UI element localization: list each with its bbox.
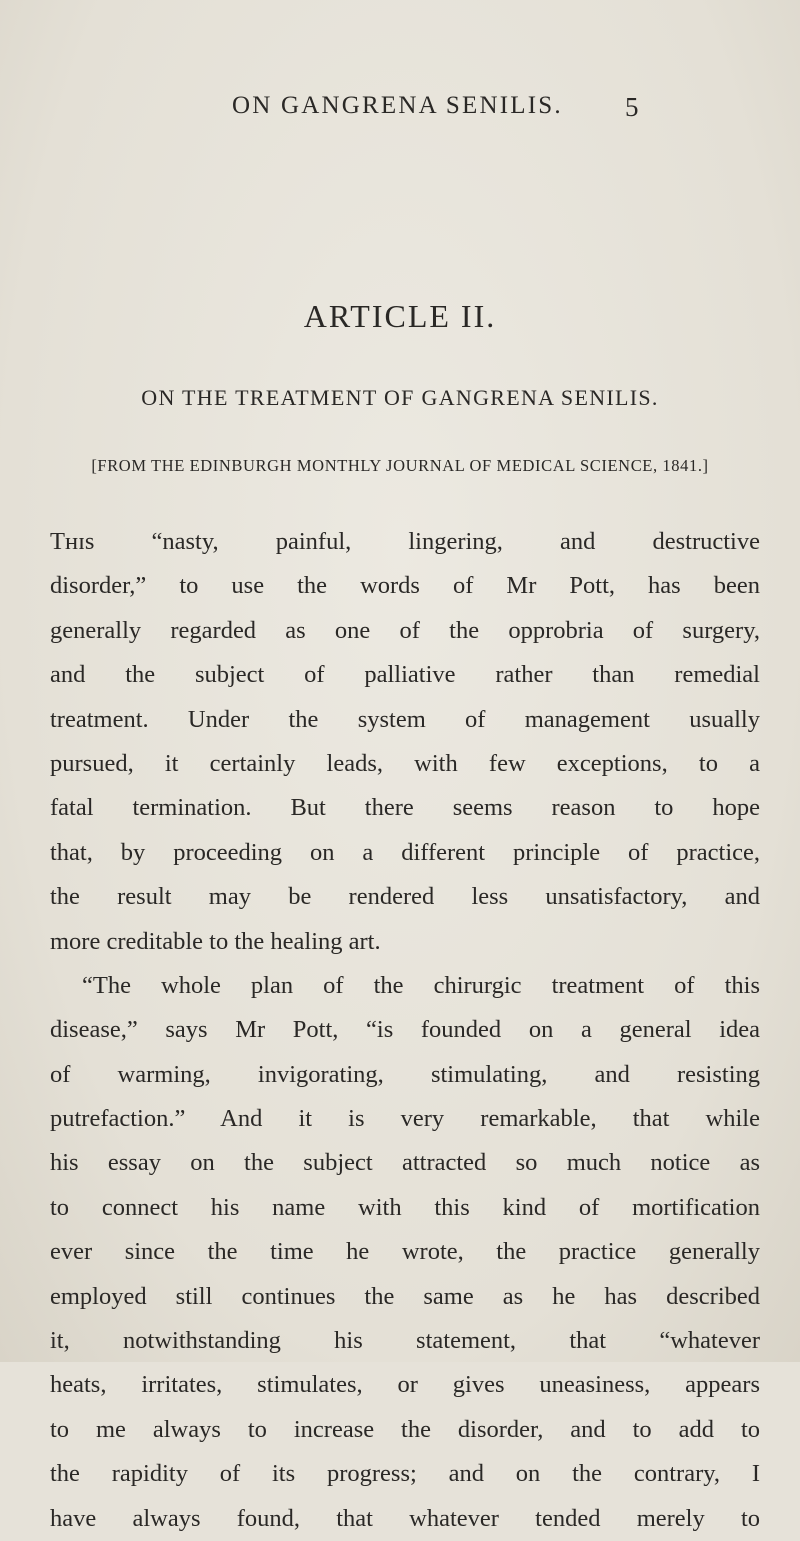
article-number: ARTICLE II. [303,298,497,334]
text-line: generally regarded as one of the opprobria of surgery, [50,616,760,644]
source-note: [FROM THE EDINBURGH MONTHLY JOURNAL OF MEDICAL SCIENCE, 1841.] [91,456,709,475]
text-line: pursued, it certainly leads, with few exceptions, to a [50,749,760,777]
text-line: disease,” says Mr Pott, “is founded on a general idea [50,1016,760,1044]
text-line: to me always to increase the disorder, and to add to [50,1415,760,1443]
text-line: and the subject of palliative rather than remedial [50,661,760,689]
text-line: employed still continues the same as he has described [50,1282,760,1310]
text-line: treatment. Under the system of management usually [50,705,760,733]
text-line: of warming, invigorating, stimulating, and resisting [50,1060,760,1088]
page-number: 5 [625,92,639,122]
text-line: fatal termination. But there seems reason to hope [50,794,760,822]
text-line: have always found, that whatever tended merely to [50,1504,760,1532]
text-line: more creditable to the healing art. [50,927,381,955]
text-line: “The whole plan of the chirurgic treatment of this [82,971,760,999]
text-line: the rapidity of its progress; and on the contrary, I [50,1460,760,1488]
running-head-title: ON GANGRENA SENILIS. [232,92,563,119]
article-title: ON THE TREATMENT OF GANGRENA SENILIS. [141,385,659,410]
text-line: his essay on the subject attracted so much notice as [50,1149,760,1177]
running-head [0,92,800,132]
body-text [50,520,760,1541]
text-line: that, by proceeding on a different principle of practice, [50,838,760,866]
text-line: it, notwithstanding his statement, that “whatever [50,1327,760,1355]
text-line: heats, irritates, stimulates, or gives uneasiness, appears [50,1371,760,1399]
text-line: ever since the time he wrote, the practice generally [50,1238,760,1266]
text-line: Tʜɪs “nasty, painful, lingering, and destructive [50,528,760,555]
text-line: disorder,” to use the words of Mr Pott, has been [50,572,760,600]
text-line: to connect his name with this kind of mortification [50,1193,760,1221]
text-line: putrefaction.” And it is very remarkable, that while [50,1105,760,1133]
text-line: the result may be rendered less unsatisfactory, and [50,883,760,911]
